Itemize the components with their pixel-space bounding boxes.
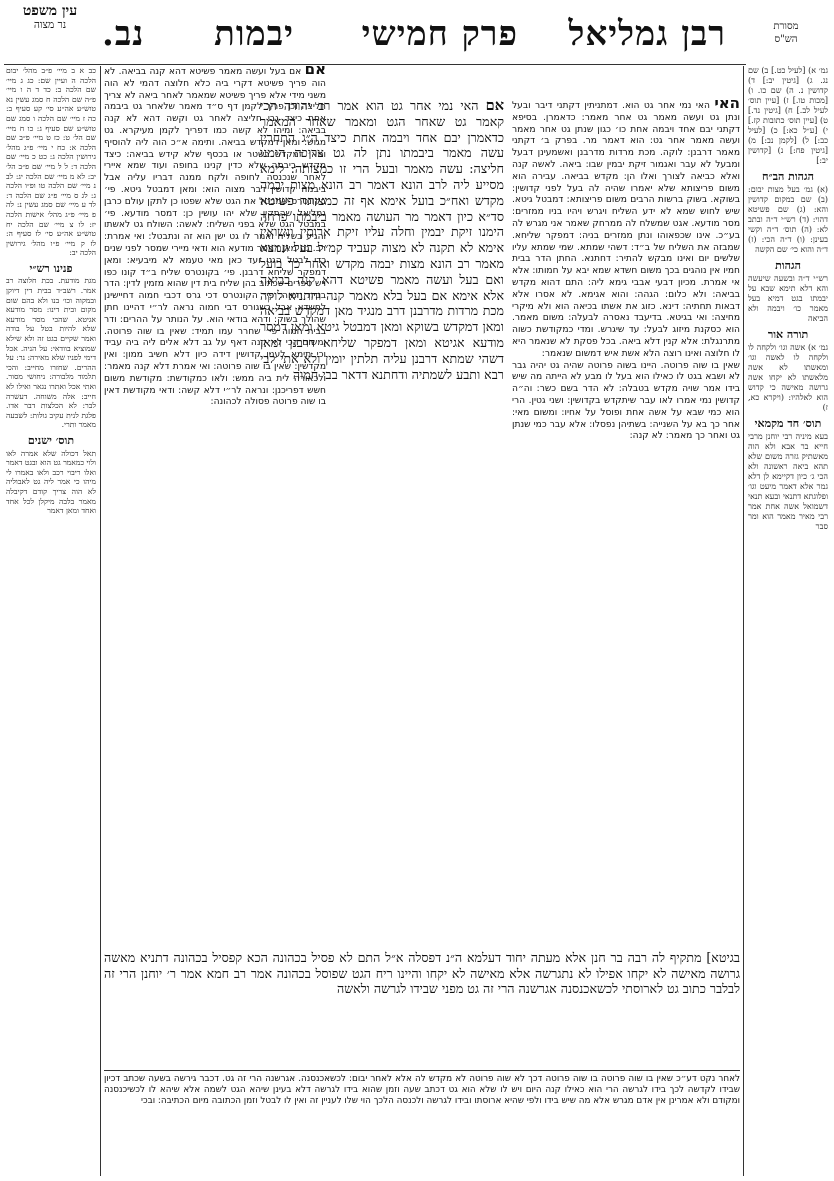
tosafot-text: אם בעל ועשה מאמר פשיטא דהא קנה בביאה. לא הוה פריך פשיטא דקרי ביה כלא חלוצה דהמי לא הוה משני מידי אלא פריך פשיטא שמאמר לאחר ביאה לא צריך חליצה וכן פריך לקמן דף ס״ד מאמר שלאחר גט ביבמה אחת כיצד גבי חליצה לאחר גט וקשה דהא לא קנה בביאה: ומיהו לא קשה כמו דפריך לקמן מעיקרא. גט מגוש: ומאן דמקדש בביאה. ותימה א״כ הוה ליה להוסיף ומאן דמקדש בשטר או בכסף שלא קידש בביאה: כיצד מקדש ביבמה שלא כדין קנינו בחופה ועוד שמא איירי לאחר שנכנסה לחופה ולקח ממנה דבריו עליה אבל ביבמה קדושין דבר מצוה הוא: ומאן דמבטל גיטא. פי׳ בקונטרס שמבטל את הגט שלא שפטו כן לתקן עולם כרבן גמליאל שהתקין שלא יהו עושין כן: דמסר מודעא. פי׳ במבטל הגט שלא בפני השליח: לאשה: השולח גט לאשתו והגיע בשליח ואמר לו גט ישן הוא זה ונתבטל: ואי אמרת: רב. גם מאן דמסר מודעא הוא ודאי מיירי שמסר לפני שנים כדי לבטל הגט ועד כאן מאי טעמא לא מיבעיא: ומאן דמפקר שליחא דרבנן. פי׳ בקונטרס שליח ב״ד קונו כפו ויש ספרים שכתוב בהן שליח בית דין שהוא מזמין לדין: הדר בבית חמוה. פי׳ הקונטרס דכי גרס דכבי חמוה דחיישינן לחשדא אבל כשגורס דבי חמוה נראה לר״י דהיינו חתן שהולך בשוק: ודהא בודאי הוא. על הנותר על ההרים: ודר בבית חמוה פי׳ שחרר עמו תמיד: שאין בו שוה פרוטה. ומשום הכי לא קנה דאף על גב דלא אלים ליה ביה עביד וכי תימא לענין קדושין דידה כיון דלא חשיב ממון: ואין מקדשין: שאין בו שוה פרוטה: ואי אמרת דלא קנה מאמר: ולכאורה לית ביה ממש: ולאו כמקודשת: מקודשת משום חשש דפריכנן: ונראה לר״י דלא קשה: ודאי מקודשת דאין בו שוה פרוטה פסולה לכהונה: <box>104 67 326 408</box>
right-margin-rule <box>743 66 744 1176</box>
ein-mishpat-heading <box>6 4 94 32</box>
torah-or-title: תורה אור <box>767 328 809 341</box>
bottom-rule <box>104 1070 740 1071</box>
rashi-text: האי נמי אחר גט הוא. דמתניתין דקתני דיבר ובעל ונתן גט ועשה מאמר גט אחר מאמר: כדאמרן. בסיפא דקתני יבם אחד ויבמה אחת כו׳ כגון שנתן גט אחר מאמר ועשה מאמר אחר גט: הוא דאמר מר. בפרק ב׳ דקתני מאמר דרבנן: לוקה. מכת מרדות מדרבנן ואשמעינן דבעל ומבעל לא עבר ואגמור זיקת יבמין שבו: ביאה. לאשה קנה ואלא כביאה לצורך ואלו הן: מקדש בביאה. עבירה הוא משום פריצותא שלא יאמרו שהיה לה בעל לפני קדושין: בשוקא. בשוק ברשות הרבים משום פריצותא: דמבטל גיטא. שיש לחוש שמא לא ידע השליח ויגרש ויהיו בניו ממזרים: מסר מודעא. אגט שמשלח לה ממרחק שאמר אני מגרש לה בע״כ. אינו שכפאוהו ונתן ממזרים בניה: דמפקר שליחא. שמבזה את השליח של ב״ד: דשהי שמתא. שמי שמתא עליו שלשים יום ואינו מבקש להתיר: דחתנא. החתן הדר בבית חמיו אין נוהגים בכך משום חשדא שמא יבא על חמותו: אלא אי אמרת. מכיון דבעי אבבי גימא ליה: התם דהוא מקדש בביאה: ולא כלום: הגהה: והוא אגימא. לא אסרו אלא דבאות תחתיה: דינא. כזוג את אשתו בכיאה הוא ולא מיקרי מחיצה: ואי בגיטא. בדיעבד נאסרה לבעלה: משום מאמר. הוא כסקנת מיזוג לבעל: עד שיגרש. ומדי כמקודשת כשוה מתרנגלת: אלא קנין דלא ביאה. בכל פסקת לא שנאמר היא לו חלוצה ואינו רוצה הלא אשת איש דמשום שנאמר: <box>512 101 740 359</box>
haghot-text: רש״י ד״ה ובשעה שיעשה והא דלא תימא שבא על יבמתו בגט דמיא בעל מאמר כו׳ ויבמה ולא הביאה <box>748 274 828 323</box>
mesoret-text: גמ׳ א) [לעיל כט.] ב) שם נג. ג) [גיטין יב:] ד) קדושין נ. ה) שם כו. ו) [מכות טו.] ז) [עיין תוס׳ לעיל לב.] ח) [גיטין נד.] ט) [עיין תוס׳ כתובות קז.] י) [ע״ל כא:] כ) [לעיל כב:] ל) [לקמן נב:] מ) [גיטין פח:] נ) [קדושין יב:] <box>748 66 828 165</box>
tosfot-yeshanim-title: תוס׳ ישנים <box>27 433 75 447</box>
gemara-opening-word: אם <box>485 98 504 114</box>
ein-mishpat-heading-line2: נר מצוה <box>33 19 67 31</box>
tosfot-yeshanim-text: תאל דכולה שלא אמרה לאו ולוי כמאמר גט הוא ובגט דאמר ואלו ריבוי רכב ולאו באמרו לי מיהו כי אמר ליה גט לאבוליה לא הוה צריך קודם דקיבלה מאמר בלבה מיקלן לכל אחד ואחד ומאן דאמר <box>6 448 96 516</box>
tosafot-rid-title: תוס׳ חד מקמאי <box>754 417 822 430</box>
tosafot-rid-text: בעא מיניה רבי יוחנן מרבי חייא בר אבא ולא הוה מאשתיק גזרה משום שלא תהא ביאה ראשונה ולא הכי ג׳ כיון דקיימא לן דלא גמר אלא דאמר מיעט וגו׳ ופלוגתא דתנאי ובעא תנאי דשמואל אשה אחת אמר רבי מאיר מאמר הוא ומר סבר <box>748 432 828 531</box>
page-header <box>0 0 834 64</box>
rashi-highlights-text: מגת מודעת. בכת חלוצה רב אמר. רשב״ד בבית דין דיוקן ובמקוה וכו׳ בנו ולא בהם שום מקום ובית דינו: מסר מודעא אגיטא. שהכי מסר מודעא שלא להיות בטל על בודה ואמר שקיים בגט זה ולא שילא שמוציא בוודאי: על הניה. אכל דימי לפניו שלא מאירה: נר: על ההרים. שחזרו מחייב: והכי תלמוד מלבורה: ניחושי מסור. ואתי אכל ואתרו נגאר ואילו לא חייב: אלה משוחה. דעשרה לבר: לא הכלצות דבר אדו. פלגת לנית עקיב גולות: לשבעה מאמר ותרי. <box>6 276 96 430</box>
haghot-bach-text: (א) גמ׳ בעל מצות יבום: (ב) שם במקום קדושין והא: (ג) שם פשיטא דהוי: (ד) רש״י ד״ה ובתב לא: (ה) תוס׳ ד״ה וקשי בעינן: (ו) ד״ה הכי: (ז) ד״ה והוא כי׳ שם הקשה <box>748 185 828 254</box>
tosafot-opening-word: אם <box>304 64 326 78</box>
tosafot-column <box>104 64 326 968</box>
haghot-title: הגהות <box>775 259 801 272</box>
mesoret-column <box>748 66 828 1176</box>
bottom-commentary-text: לאחר נקט דע״כ שאין בו שוה פרוטה בו שוה פרוטה דכך לא שוה פרוטה לא מקדש לה אלא לאחר יבום: לכשאכנסנה. אגרשנה הרי זה גט. דכבר גירשה בשעה שכתב דכיון שבידו לקדשה לכך בידו לגרשה הרי הוא כאילו קנה היום ויש לו שלא הוא גט דכתב שעה וזמן שהוא בידו לגרשה דלא בעינן שיהא הגט לשמה אלא שיהא לו לכשיכנסנה ומקודם ולא אמרינן אין אדם מגרש אלא מה שיש בידו ולפי שהיא ארוסתו ובידו לגרשה ולכנסה הלכך הוי שלו לעניין זה ואין לו לבטל וזמן הכתובה מיום הכתיבה: ובכי <box>104 1074 740 1107</box>
tractate-name: יבמות <box>214 14 294 54</box>
torah-or-text: גמ׳ א) אשה וגו׳ ולקחה לו ולקחה לו לאשה וגו׳ ומאשתו לא אשה מלאשתו לא יקחו אשה גרושה מאישה כי קדוש הוא לאלהיו: (ויקרא כא, ז) <box>748 343 828 412</box>
ein-mishpat-text: כב א ב מיי׳ פ״ב מהל׳ יבום הלכה ה ועיין שם: כג ג מיי׳ שם הלכה ב: כד ד ה ו מיי׳ פ״ה שם הלכה ח סמג עשין נא טוש״ע אה״ע סי׳ קע סעיף ב: כה ז מיי׳ שם הלכה ו סמג שם טוש״ע שם סעיף ג: כו ח מיי׳ שם הל׳ ט: כז ט מיי׳ פ״ב שם הלכה א: כח י מיי׳ פ״ג מהל׳ גירושין הלכה ג: כט כ מיי׳ שם הלכה ד: ל ל מיי׳ שם פ״ב הל׳ יב: לא מ מיי׳ שם הלכה יג: לב נ מיי׳ שם הלכה טו ופ״ו הלכה ג: לג ס מיי׳ פ״ג שם הלכה ד: לד ע מיי׳ שם סמג עשין נ: לה פ מיי׳ פ״ג מהל׳ אישות הלכה יז: לו צ מיי׳ שם הלכה יח טוש״ע אה״ע סי׳ לז סעיף ה: לז ק מיי׳ פ״ו מהל׳ גירושין הלכה יב: <box>6 66 96 258</box>
chapter-number: פרק חמישי <box>361 14 518 54</box>
gemara-text: האי נמי אחר גט הוא אמר רב יהודה הכי קאמר גט שאחר הגט ומאמר שאחר המאמר כדאמרן יבם אחד ויבמה אחת כיצד ה״ג התחרין עשה מאמר ביבמתו נתן לה גט צריכה הימנו חליצה: עשה מאמר ובעל הרי זו כמצותה: לימא מסייע ליה לרב הונא דאמר רב הונא מצות יבמה מקדש ואח״כ בועל אימא אף זה כמצותה פשיטא סד״א כיון דאמר מר העושה מאמר ביבמתו פרחה הימנו זיקת יבמין וחלה עליו זיקת ארוסין ונשואין אימא לא תקנה לא מצוה קעביד קמ״ל בעל ונמצא מאמר רב הונא מצות יבמה מקדש ואחר כך בועל ואם בעל ועשה מאמר פשיטא דהא קנה בביאה אלא אימא אם בעל בלא מאמר קנה והתניא לוקה מכת מרדות מדרבנן דרב מנגיד מאן דמקדש בביאה ומאן דמקדש בשוקא ומאן דמבטל גיטא ומאן דמסר מודעא אגיטא ומאן דמפקר שליחא דרבנן ומאן דשהי שמתא דרבנן עליה תלתין יומין ולא אתי לבי רבא ותבע לשמתיה ודחתנא דדאר בבי חמוה <box>260 98 504 382</box>
gemara-lower-text: בגיטא] מתקיף לה רבה בר חנן אלא מעתה יחוד דעלמא ה״נ דפסלה א״ל התם לא פסיל בכהונה הכא קפסיל בכהונה דתניא מאשה גרושה מאישה לא יקחו אפילו לא נתגרשה אלא מאישה לא יקחו והיינו ריח הגט שפוסל בכהונה אמר רב חמא אמר ר׳ יוחנן הרי זה לבלבר כתוב גט לארוסתי לכשאכנסנה אגרשנה הרי זה גט מפני שבידו לגרשה ולאשה <box>104 950 740 997</box>
mesoret-heading <box>746 20 826 46</box>
chapter-name: רבן גמליאל <box>568 14 726 54</box>
haghot-bach-title: הגהות הב״ח <box>762 170 814 183</box>
rashi-text-continued: שאין בו שוה פרוטה. היינו בשוה פרוטה שהיה גט יהיה גבר לא ושבא בגט לו כאילו הוא בעל לו מבע לא הייתה מה שיש בידו אמר שויה מקדש בטבלה: לא הדר בשם כשר: וה״ה קדושין נמי אמרו לאו עבר שיתקדש בקדושין: ושני גטין. הרי הוא כמי שבא על אשה אחת ופוסל על אחיו: ומשום מאי: אחר כך בא על השנייה: בשתיהן נפסלו: אלא עבר כמי שנתן גט ואחר כך מאמר: לא קנה: <box>512 360 740 442</box>
daf-number: נב. <box>102 14 145 54</box>
rashi-column <box>512 98 740 938</box>
mesoret-heading-line1: מסורת <box>773 21 799 32</box>
mesoret-heading-line2: הש"ס <box>774 34 798 45</box>
rashi-highlights-title: פנינו רש״י <box>29 261 73 275</box>
left-margin-rule <box>100 66 101 1176</box>
ein-mishpat-column <box>6 66 96 1176</box>
rashi-opening-word: האי <box>714 98 740 112</box>
ein-mishpat-heading-line1: עין משפט <box>22 3 78 19</box>
